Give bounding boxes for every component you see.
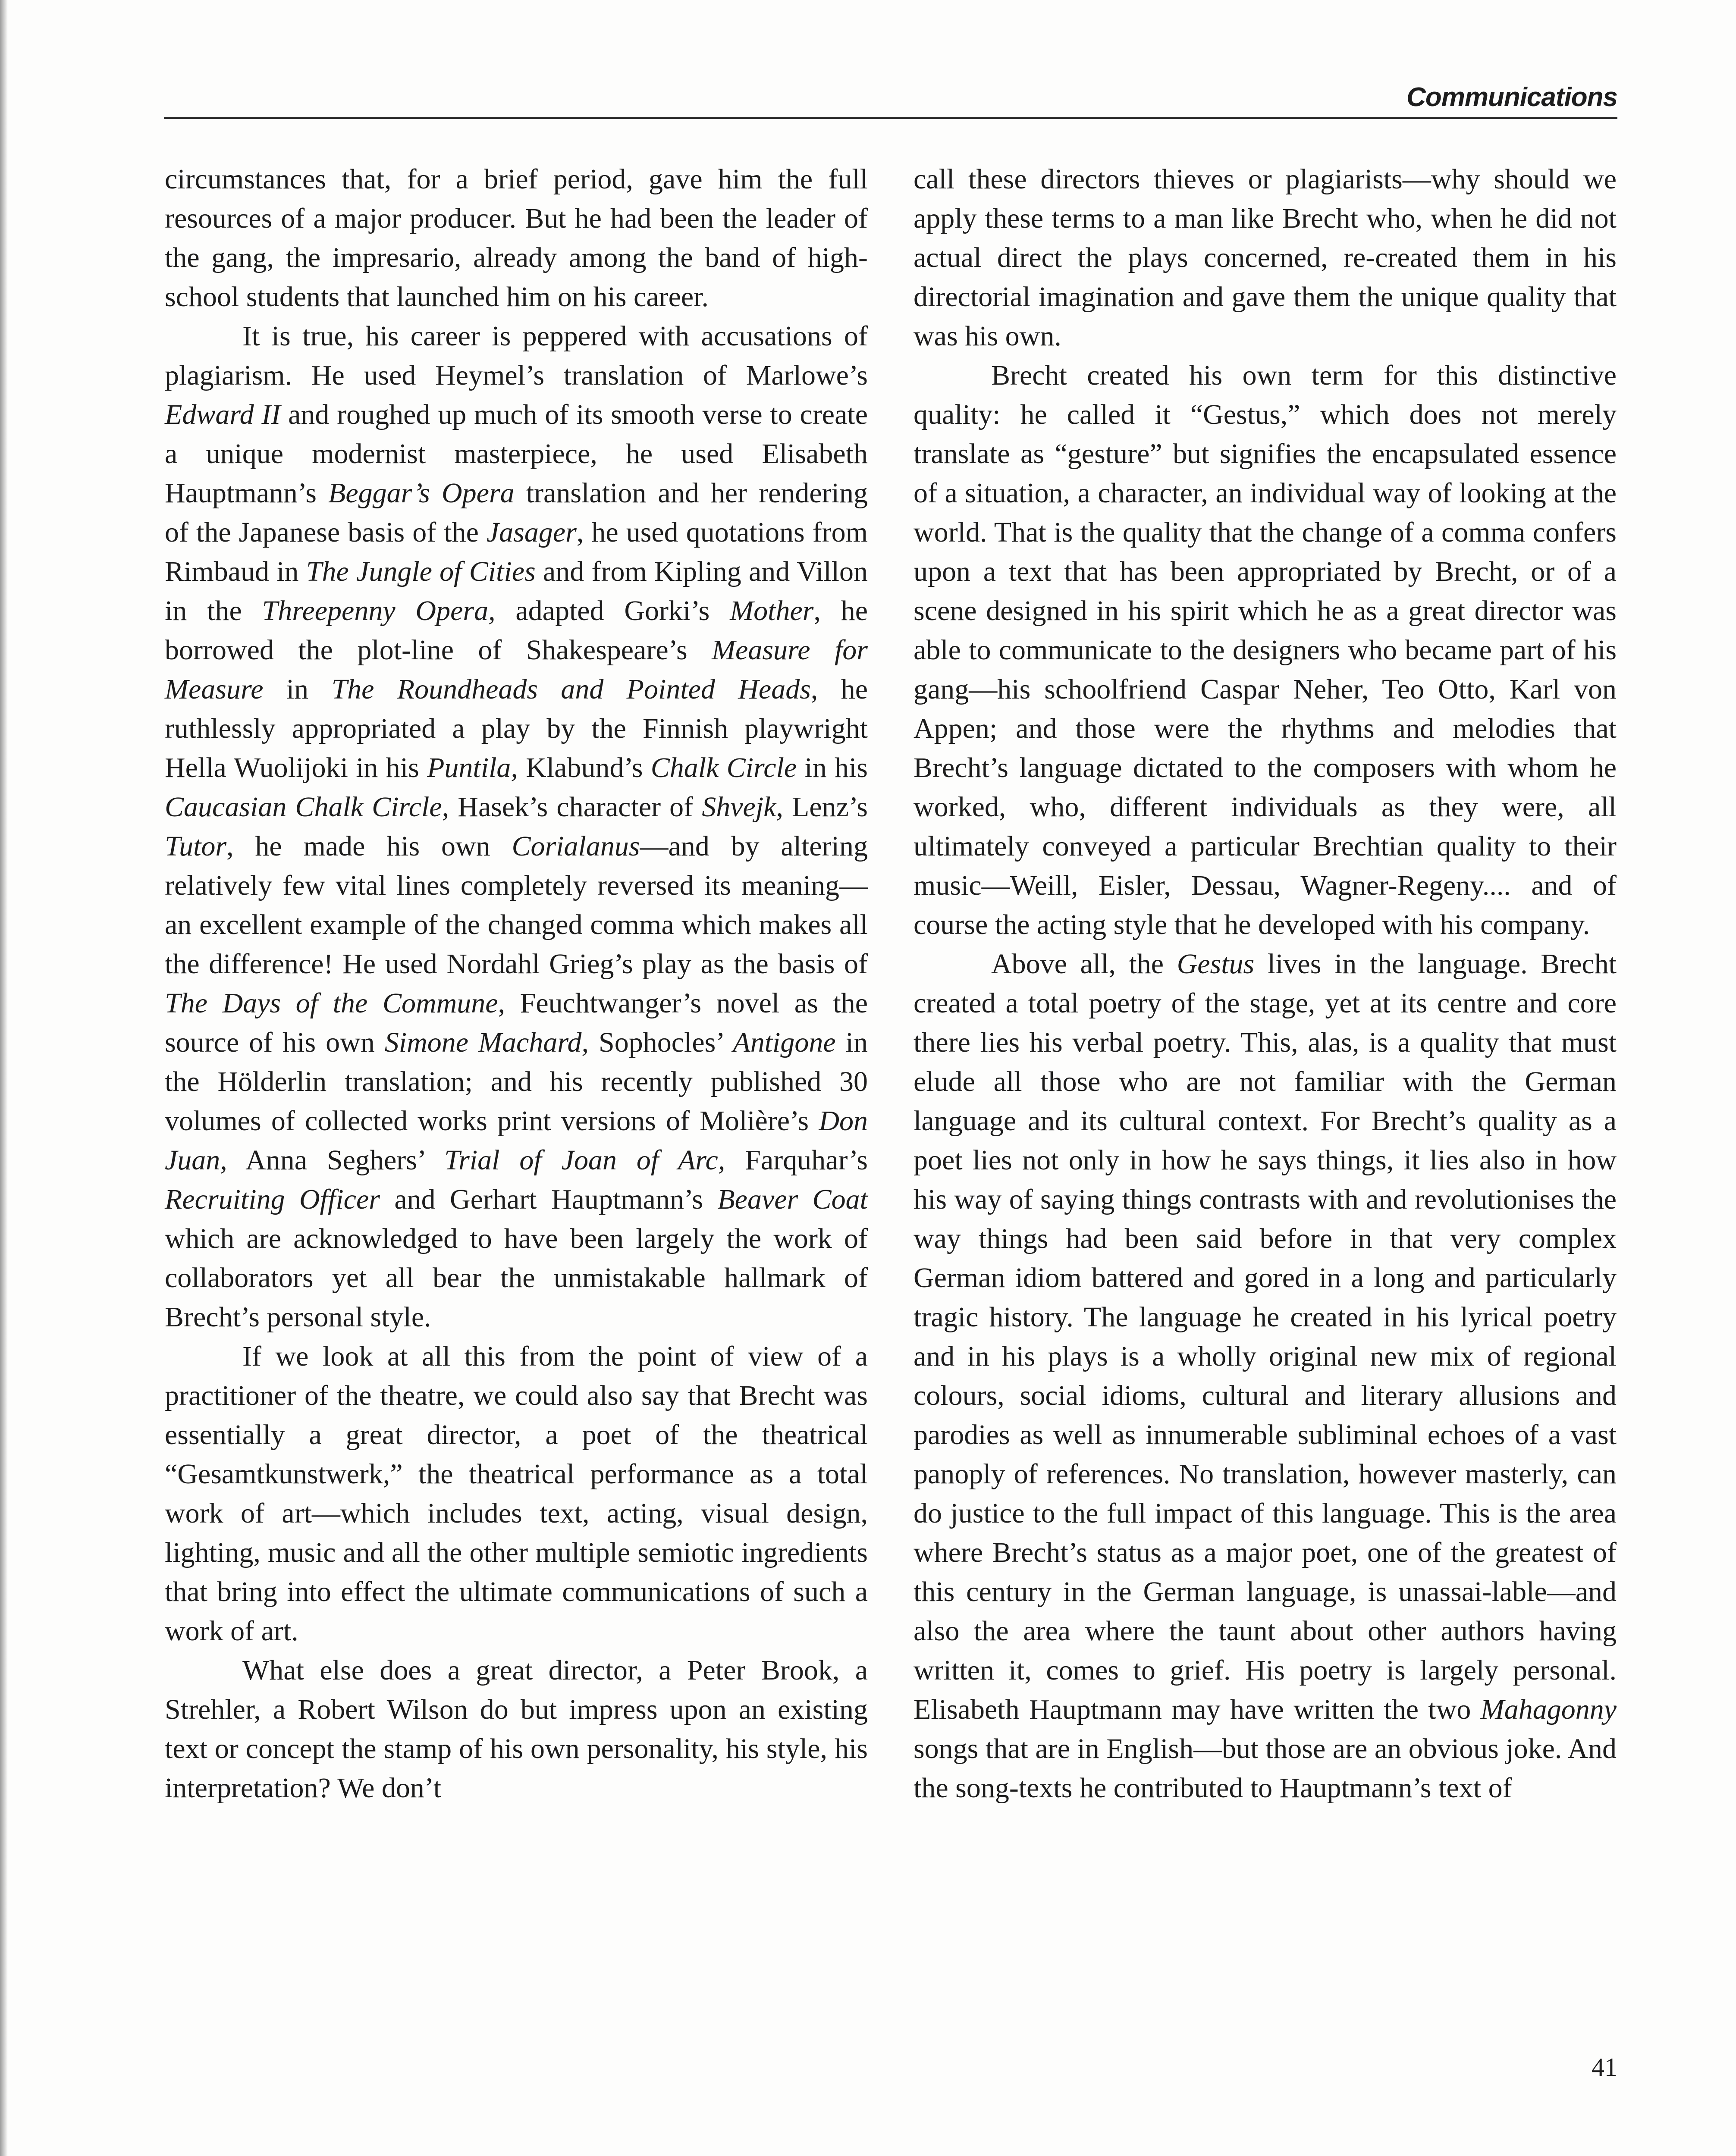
text-run: Anna Seghers’ bbox=[227, 1144, 444, 1176]
italic-title: The Roundheads and Pointed Heads bbox=[331, 674, 811, 705]
italic-title: The Days of the Commune bbox=[165, 987, 498, 1019]
text-run: , he made his own bbox=[226, 830, 512, 862]
header-rule bbox=[164, 117, 1617, 119]
text-run: translation and her rendering of the Japanese basis of the bbox=[165, 477, 868, 548]
italic-title: Chalk Circle bbox=[650, 752, 797, 783]
italic-title: Measure for Measure bbox=[165, 634, 868, 705]
text-run: , he ruthlessly appropriated a play by the Finnish playwright Hella Wuolijoki in his bbox=[165, 674, 868, 783]
text-run: Above all, the bbox=[991, 948, 1177, 980]
italic-title: Mahagonny bbox=[1480, 1694, 1617, 1725]
italic-title: The Jungle of Cities bbox=[306, 556, 536, 587]
text-run: It is true, his career is peppered with accusations of plagiarism. He used Heymel’s translation of Marlowe’s bbox=[165, 320, 868, 391]
running-head: Communications bbox=[1406, 82, 1617, 112]
text-run: in his bbox=[797, 752, 868, 783]
text-run: songs that are in English—but those are an obvious joke. And the song-texts he contributed to Hauptmann’s text of bbox=[914, 1733, 1617, 1804]
italic-title: Caucasian Chalk Circle bbox=[165, 791, 442, 823]
text-run: and Gerhart Hauptmann’s bbox=[380, 1184, 718, 1215]
text-run: circumstances that, for a brief period, gave him the full resources of a major producer. But he had been the leader of the gang, the impresario, already among the band of high-school students that launched him on his career. bbox=[165, 163, 868, 313]
text-run: —and by altering relatively few vital lines completely reversed its meaning—an excellent example of the changed comma which makes all the difference! He used Nordahl Grieg’s play as the basis of bbox=[165, 830, 868, 980]
text-run: , Hasek’s character of bbox=[442, 791, 702, 823]
page-number: 41 bbox=[1592, 2053, 1617, 2081]
text-run: Farquhar’s bbox=[725, 1144, 868, 1176]
italic-title: Corialanus bbox=[512, 830, 640, 862]
text-run: and roughed up much of its smooth verse to create a unique modernist masterpiece, he used Elisabeth Hauptmann’s bbox=[165, 399, 868, 509]
binding-shadow bbox=[0, 0, 8, 2156]
text-run: , he used quotations from Rimbaud in bbox=[165, 517, 868, 587]
italic-title: Beggar’s Opera bbox=[328, 477, 515, 509]
text-run: in the Hölderlin translation; and his recently published 30 volumes of collected works print versions of Molière’s bbox=[165, 1027, 868, 1137]
text-run: call these directors thieves or plagiarists—why should we apply these terms to a man like Brecht who, when he did not actual direct the plays concerned, re-created them in his directorial imagination and gave them the unique quality that was his own. bbox=[914, 163, 1617, 352]
right-column bbox=[914, 160, 1617, 1808]
italic-title: Antigone bbox=[733, 1027, 836, 1058]
text-run: lives in the language. Brecht created a total poetry of the stage, yet at its centre and core there lies his verbal poetry. This, alas, is a quality that must elude all those who are not familiar with the German language and its cultural context. For Brecht’s quality as a poet lies not only in how he says things, it lies also in how his way of saying things contrasts with and revolutionises the way things had been said before in that very complex German idiom battered and gored in a long and particularly tragic history. The language he created in his lyrical poetry and in his plays is a wholly original new mix of regional colours, social idioms, cultural and literary allusions and parodies as well as innumerable subliminal echoes of a vast panoply of references. No translation, however masterly, can do justice to the full impact of this language. This is the area where Brecht’s status as a major poet, one of the greatest of this century in the German language, is unassai-lable—and also the area where the taunt about other authors having written it, comes to grief. His poetry is largely personal. Elisabeth Hauptmann may have written the two bbox=[914, 948, 1617, 1725]
paragraph bbox=[165, 1651, 868, 1808]
text-run: What else does a great director, a Peter Brook, a Strehler, a Robert Wilson do but impress upon an existing text or concept the stamp of his own personality, his style, his interpretation? We don’t bbox=[165, 1655, 868, 1804]
paragraph bbox=[165, 160, 868, 317]
italic-title: Puntila, bbox=[427, 752, 518, 783]
italic-title: Don Juan, bbox=[165, 1105, 868, 1176]
paragraph bbox=[914, 356, 1617, 944]
text-run: , Lenz’s bbox=[776, 791, 868, 823]
italic-title: Trial of Joan of Arc, bbox=[444, 1144, 725, 1176]
italic-title: Jasager bbox=[486, 517, 577, 548]
text-run: Sophocles’ bbox=[589, 1027, 733, 1058]
italic-title: Recruiting Officer bbox=[165, 1184, 380, 1215]
italic-title: Beaver Coat bbox=[717, 1184, 868, 1215]
paragraph bbox=[165, 317, 868, 1337]
italic-title: Simone Machard, bbox=[384, 1027, 589, 1058]
italic-title: Threepenny Opera, bbox=[262, 595, 496, 627]
text-run: , he borrowed the plot-line of Shakespeare’s bbox=[165, 595, 868, 666]
text-run: in bbox=[263, 674, 332, 705]
text-run: If we look at all this from the point of view of a practitioner of the theatre, we could also say that Brecht was essentially a great director, a poet of the theatrical “Gesamtkunstwerk,” the theatrical performance as a total work of art—which includes text, acting, visual design, lighting, music and all the other multiple semiotic ingredients that bring into effect the ultimate communications of such a work of art. bbox=[165, 1341, 868, 1647]
italic-title: Edward II bbox=[165, 399, 281, 430]
italic-title: Mother bbox=[730, 595, 814, 627]
text-run: Klabund’s bbox=[518, 752, 651, 783]
text-run: and from Kipling and Villon in the bbox=[165, 556, 868, 627]
text-run: adapted Gorki’s bbox=[495, 595, 730, 627]
paragraph bbox=[914, 944, 1617, 1808]
text-run: Brecht created his own term for this distinctive quality: he called it “Gestus,” which does not merely translate as “gesture” but signifies the encapsulated essence of a situation, a character, an individual way of looking at the world. That is the quality that the change of a comma confers upon a text that has been appropriated by Brecht, or of a scene designed in his spirit which he as a great director was able to communicate to the designers who became part of his gang—his schoolfriend Caspar Neher, Teo Otto, Karl von Appen; and those were the rhythms and melodies that Brecht’s language dictated to the composers with whom he worked, who, different individuals as they were, all ultimately conveyed a particular Brechtian quality to their music—Weill, Eisler, Dessau, Wagner-Regeny.... and of course the acting style that he developed with his company. bbox=[914, 360, 1617, 940]
paragraph bbox=[165, 1337, 868, 1651]
italic-title: Shvejk bbox=[702, 791, 776, 823]
italic-title: Gestus bbox=[1177, 948, 1255, 980]
paragraph bbox=[914, 160, 1617, 356]
left-column bbox=[165, 160, 868, 1808]
text-run: which are acknowledged to have been largely the work of collaborators yet all bear the unmistakable hallmark of Brecht’s personal style. bbox=[165, 1223, 868, 1333]
text-run: , Feuchtwanger’s novel as the source of his own bbox=[165, 987, 868, 1058]
italic-title: Tutor bbox=[165, 830, 227, 862]
